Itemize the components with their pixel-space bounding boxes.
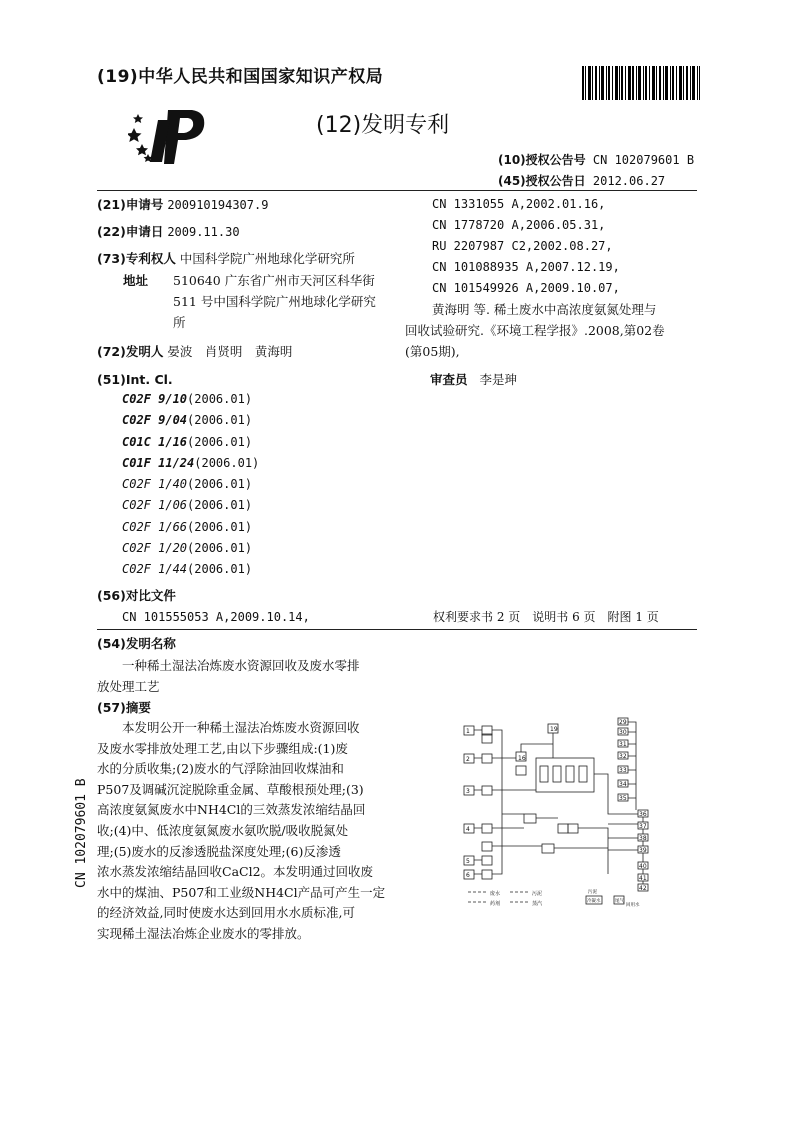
ipc-code: C02F 9/04 (122, 413, 188, 428)
box-label: 36 (639, 811, 647, 818)
ipc-item (122, 410, 259, 431)
ipc-label: (51)Int. Cl. (97, 372, 173, 387)
abstract-line: 水的分质收集;(2)废水的气浮除油回收煤油和 (97, 761, 344, 777)
assignee-row (97, 248, 355, 269)
article-line: 黄海明 等. 稀土废水中高浓度氨氮处理与 (432, 302, 657, 317)
box-label: 35 (619, 795, 627, 802)
abstract-text (97, 718, 395, 945)
box-label: 16 (518, 755, 526, 762)
legend-label: 回用水 (626, 903, 640, 908)
box-label: 33 (619, 767, 627, 774)
legend-label: 污泥 (588, 890, 597, 895)
legend-label: 蒸汽 (532, 901, 543, 907)
abstract-line: P507及调碱沉淀脱除重金属、草酸根预处理;(3) (97, 781, 364, 797)
publication-number: CN 102079601 B (592, 153, 695, 167)
publication-date: 2012.06.27 (592, 174, 666, 188)
inventors-row (97, 341, 292, 362)
application-number: 200910194307.9 (167, 198, 269, 212)
box-label: 32 (619, 753, 627, 760)
abstract-line: 理;(5)废水的反渗透脱盐深度处理;(6)反渗透 (97, 843, 341, 859)
box-label: 39 (639, 847, 647, 854)
ipc-date: (2006.01) (187, 413, 253, 428)
examiner-row (430, 369, 517, 390)
process-flow-diagram (458, 714, 658, 912)
abstract-line: 实现稀土湿法冶炼企业废水的零排放。 (97, 925, 310, 941)
ipc-date: (2006.01) (187, 562, 253, 577)
ipc-code: C02F 1/66 (122, 519, 188, 534)
abstract-line: 的经济效益,同时使废水达到回用水水质标准,可 (97, 905, 355, 921)
box-label: 1 (466, 728, 470, 735)
legend-label: 药剂 (490, 901, 501, 907)
box-label: 38 (639, 835, 647, 842)
ipc-date: (2006.01) (187, 541, 253, 556)
ipc-date: (2006.01) (187, 434, 253, 449)
ipc-date: (2006.01) (187, 392, 253, 406)
ipc-item (122, 495, 259, 516)
box-label: 3 (466, 788, 470, 795)
box-label: 6 (466, 872, 470, 879)
address-line: 510640 广东省广州市天河区科华街 (173, 273, 375, 288)
legend-label: 尾气 (615, 899, 624, 904)
ipc-code: C01F 11/24 (122, 455, 195, 470)
section-divider (97, 629, 697, 630)
title-label: (54)发明名称 (97, 636, 176, 651)
title-line: 一种稀土湿法冶炼废水资源回收及废水零排 (122, 658, 360, 673)
application-number-label: (21)申请号 (97, 197, 164, 212)
box-label: 34 (619, 781, 627, 788)
ipc-code: C01C 1/16 (122, 434, 188, 449)
abstract-line: 浓水蒸发浓缩结晶回收CaCl2。本发明通过回收废 (97, 864, 374, 880)
ipc-date: (2006.01) (187, 477, 253, 492)
ipc-code: C02F 1/20 (122, 541, 188, 556)
application-number-row (97, 194, 268, 216)
title-line: 放处理工艺 (97, 678, 160, 694)
reference-item: CN 1778720 A,2006.05.31, (432, 218, 606, 232)
header-divider (97, 190, 697, 191)
address-line: 511 号中国科学院广州地球化学研究 (173, 294, 376, 309)
address-label: 地址 (123, 273, 149, 288)
box-label: 41 (639, 875, 647, 882)
ipc-list (122, 389, 259, 581)
ipc-code: C02F 1/44 (122, 562, 188, 577)
legend-label: 废水 (490, 891, 501, 897)
ipc-date: (2006.01) (187, 498, 253, 513)
sipo-logo (128, 106, 208, 168)
article-line: 回收试验研究.《环境工程学报》.2008,第02卷 (405, 323, 665, 338)
ipc-date: (2006.01) (187, 519, 253, 534)
side-publication-number: CN 102079601 B (74, 778, 89, 888)
application-date-row (97, 221, 240, 243)
evaporator-group (536, 758, 594, 792)
ipc-item (122, 538, 259, 559)
ipc-code: C02F 1/06 (122, 498, 188, 513)
box-label: 4 (466, 826, 470, 833)
barcode-image (582, 66, 700, 100)
inventors-label: (72)发明人 (97, 344, 164, 359)
abstract-line: 本发明公开一种稀土湿法冶炼废水资源回收 (122, 720, 360, 735)
publication-date-label: (45)授权公告日 (498, 174, 586, 188)
abstract-line: 高浓度氨氮废水中NH4Cl的三效蒸发浓缩结晶回 (97, 802, 366, 818)
article-line: (第05期), (405, 344, 460, 359)
box-label: 5 (466, 858, 470, 865)
pages-note: 权利要求书 2 页 说明书 6 页 附图 1 页 (433, 610, 659, 624)
box-label: 29 (619, 719, 627, 726)
legend-label: 冷凝水 (587, 899, 601, 904)
publication-number-label: (10)授权公告号 (498, 153, 586, 167)
reference-list (432, 194, 620, 299)
legend-label: 污泥 (532, 891, 543, 897)
examiner: 李是珅 (479, 372, 518, 387)
abstract-line: 及废水零排放处理工艺,由以下步骤组成:(1)废 (97, 740, 348, 756)
abstract-line: 收;(4)中、低浓度氨氮废水氨吹脱/吸收脱氮处 (97, 822, 349, 838)
abstract-line: 水中的煤油、P507和工业级NH4Cl产品可产生一定 (97, 884, 386, 900)
box-label: 2 (466, 756, 470, 763)
office-name: (19)中华人民共和国国家知识产权局 (97, 67, 384, 87)
reference-article (405, 299, 705, 362)
references-label: (56)对比文件 (97, 588, 176, 603)
ipc-date: (2006.01) (194, 455, 260, 470)
assignee-label: (73)专利权人 (97, 251, 176, 266)
box-label: 37 (639, 823, 647, 830)
application-date-label: (22)申请日 (97, 224, 164, 239)
reference-item: CN 101088935 A,2007.12.19, (432, 260, 620, 274)
publication-date-row (498, 172, 665, 189)
reference-item: CN 1331055 A,2002.01.16, (432, 197, 606, 211)
box-label: 42 (639, 885, 647, 892)
ipc-item (122, 474, 259, 495)
document-type: (12)发明专利 (316, 113, 450, 138)
address (173, 270, 376, 333)
ipc-code: C02F 1/40 (122, 477, 188, 492)
ipc-item (122, 453, 259, 474)
examiner-label: 审查员 (430, 372, 468, 387)
abstract-label: (57)摘要 (97, 700, 151, 715)
reference-first: CN 101555053 A,2009.10.14, (122, 610, 310, 624)
publication-number-row (498, 151, 694, 168)
ipc-item (122, 389, 259, 410)
ipc-code: C02F 9/10 (122, 392, 188, 406)
box-label: 30 (619, 729, 627, 736)
address-line: 所 (173, 315, 186, 330)
reference-item: RU 2207987 C2,2002.08.27, (432, 239, 613, 253)
ipc-item (122, 432, 259, 453)
assignee: 中国科学院广州地球化学研究所 (179, 251, 355, 266)
box-label: 31 (619, 741, 627, 748)
reference-item: CN 101549926 A,2009.10.07, (432, 281, 620, 295)
inventors: 晏波 肖贤明 黄海明 (167, 344, 293, 359)
box-label: 40 (639, 863, 647, 870)
application-date: 2009.11.30 (167, 225, 240, 239)
ipc-item (122, 517, 259, 538)
ipc-item (122, 559, 259, 580)
invention-title (97, 656, 397, 697)
box-label: 19 (550, 726, 558, 733)
